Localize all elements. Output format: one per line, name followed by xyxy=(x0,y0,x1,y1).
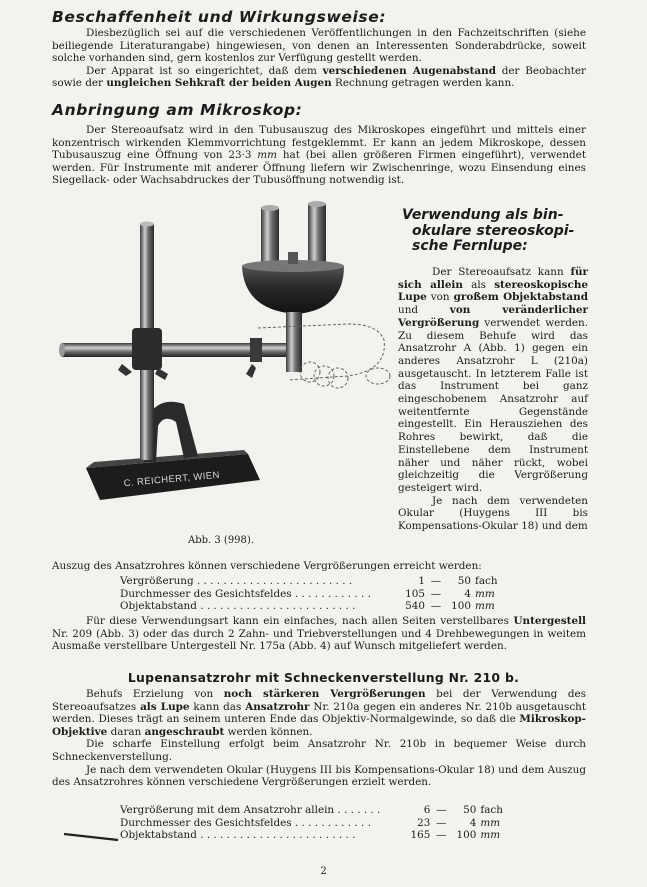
spec-row xyxy=(120,829,503,842)
spec-dash: — xyxy=(430,575,442,587)
horizontal-arm xyxy=(62,343,302,357)
section-heading-anbringung: Anbringung am Mikroskop: xyxy=(52,101,303,119)
clamp-screw xyxy=(118,364,132,376)
prism-housing xyxy=(242,266,344,314)
paragraph: Je nach dem verwendeten Okular (Huygens III bis Kompensations-Okular 18) und dem xyxy=(398,494,588,533)
heading-line: sche Fernlupe: xyxy=(412,238,528,254)
spec-to: 4 xyxy=(469,816,477,829)
spec-row xyxy=(120,575,498,588)
paragraph: Auszug des Ansatzrohres können verschiedene Vergrößerungen erreicht werden: xyxy=(52,560,482,572)
paragraph: Je nach dem verwendeten Okular (Huygens III bis Kompensations-Okular 18) und dem Auszug des Ansatzrohres können verschiedene Vergrößerungen erzielt werden. xyxy=(52,763,586,789)
figure-caption: Abb. 3 (998). xyxy=(188,535,254,546)
spec-row xyxy=(120,817,503,830)
spec-unit: mm xyxy=(480,829,501,842)
spec-from: 105 xyxy=(405,587,425,600)
section-heading-verwendung xyxy=(402,208,596,255)
spec-dash: — xyxy=(430,587,442,600)
section-lupenansatzrohr-text xyxy=(52,688,586,789)
stereo-magnifier-stand-figure xyxy=(48,200,396,530)
spec-label: Durchmesser des Gesichtsfeldes . . . . . . . . . . . . xyxy=(120,587,371,600)
verwendung-continuation xyxy=(52,560,586,573)
section-anbringung-text xyxy=(52,124,586,187)
page-number: 2 xyxy=(320,866,327,877)
eyepiece-right-top xyxy=(308,201,326,207)
spec-table-lupenansatzrohr xyxy=(120,804,503,842)
spec-from: 23 xyxy=(417,816,431,829)
section-beschaffenheit-text xyxy=(52,27,586,90)
eyepiece-left xyxy=(261,208,279,266)
arm-clamp-right xyxy=(250,338,262,362)
spec-label: Durchmesser des Gesichtsfeldes . . . . . . . . . . . . xyxy=(120,816,371,829)
paragraph: Behufs Erzielung von noch stärkeren Vergrößerungen bei der Verwendung des Stereoaufsatzes als Lupe kann das Ansatzrohr Nr. 210a gegen ein anderes Nr. 210b ausgetauscht werden. Dieses trägt an seinem unteren Ende das Objektiv-Normalgewinde, so daß die Mikroskop-Objektive daran angeschraubt werden können. xyxy=(52,688,587,738)
pillar-top xyxy=(140,222,154,227)
spec-to: 100 xyxy=(451,600,471,613)
base-label: C. REICHERT, WIEN xyxy=(123,469,221,490)
wing-screw xyxy=(246,364,256,378)
arm-clamp xyxy=(132,328,162,370)
spec-row xyxy=(120,600,498,613)
heading-line: Verwendung als bin- xyxy=(402,207,564,223)
eyepiece-left-top xyxy=(261,205,279,211)
spec-table-verwendung xyxy=(120,575,498,613)
spec-dash: — xyxy=(436,829,447,842)
section-verwendung-side-text xyxy=(398,266,588,533)
paragraph: Für diese Verwendungsart kann ein einfaches, nach allen Seiten verstellbares Untergestell Nr. 209 (Abb. 3) oder das durch 2 Zahn- und Triebverstellungen und 4 Drehbewegungen in weitem Ausmaße verstellbare Untergestell Nr. 175a (Abb. 4) auf Wunsch mitgeliefert werden. xyxy=(52,615,586,653)
heading-line: okulare stereoskopi- xyxy=(412,222,575,239)
knob xyxy=(288,252,298,264)
spec-unit: mm xyxy=(480,816,501,829)
spec-dash: — xyxy=(436,816,447,829)
tube-holder xyxy=(286,312,302,372)
spec-row xyxy=(120,588,498,601)
eyepiece-right xyxy=(308,204,326,266)
pen-mark xyxy=(62,830,122,844)
spec-unit: fach xyxy=(475,575,498,587)
section-heading-beschaffenheit: Beschaffenheit und Wirkungsweise: xyxy=(52,8,387,26)
spec-to: 4 xyxy=(464,587,471,600)
paragraph: Die scharfe Einstellung erfolgt beim Ansatzrohr Nr. 210b in bequemer Weise durch Schneckenverstellung. xyxy=(52,738,586,763)
spec-dash: — xyxy=(430,600,442,613)
section-heading-lupenansatzrohr: Lupenansatzrohr mit Schneckenverstellung Nr. 210 b. xyxy=(127,670,520,685)
spec-unit: fach xyxy=(480,804,503,816)
spec-label: Objektabstand . . . . . . . . . . . . . . . . . . . . . . . . xyxy=(120,600,356,613)
spec-from: 165 xyxy=(410,829,431,842)
spec-from: 6 xyxy=(423,804,431,816)
spec-dash: — xyxy=(436,804,447,816)
spec-from: 1 xyxy=(418,575,425,587)
spec-to: 50 xyxy=(457,575,471,587)
paragraph: Der Stereoaufsatz wird in den Tubusauszug des Mikroskopes eingeführt und mittels einer konzentrisch wirkenden Klemmvorrichtung festgeklemmt. Er kann an jedem Mikroskope, dessen Tubusauszug eine Öffnung von 23·3 mm hat (bei allen größeren Firmen eingeführt), verwendet werden. Für Instrumente mit anderer Öffnung liefern wir Zwischenringe, wozu Einsendung eines Siegellack- oder Wachsabdruckes der Tubusöffnung notwendig ist. xyxy=(52,124,586,187)
spec-from: 540 xyxy=(405,600,425,613)
spec-to: 100 xyxy=(456,829,477,842)
spec-to: 50 xyxy=(463,804,477,816)
paragraph: Der Apparat ist so eingerichtet, daß dem verschiedenen Augenabstand der Beobachter sowie der ungleichen Sehkraft der beiden Augen Rechnung getragen werden kann. xyxy=(52,64,586,90)
spec-label: Vergrößerung . . . . . . . . . . . . . . . . . . . . . . . . xyxy=(120,575,353,587)
spec-unit: mm xyxy=(475,600,495,613)
spec-label: Vergrößerung mit dem Ansatzrohr allein . . . . . . . xyxy=(120,804,381,816)
paragraph: Diesbezüglich sei auf die verschiedenen Veröffentlichungen in den Fachzeitschriften (siehe beiliegende Literaturangabe) hingewiesen, von denen an Interessenten Sonderabdrücke, soweit solche vorhanden sind, gern kostenlos zur Verfügung gestellt werden. xyxy=(52,27,586,65)
arm-end xyxy=(59,343,65,357)
spec-label: Objektabstand . . . . . . . . . . . . . . . . . . . . . . . . xyxy=(120,829,356,842)
spec-unit: mm xyxy=(475,587,495,600)
untergestell-text xyxy=(52,615,586,653)
spec-row xyxy=(120,804,503,817)
paragraph: Der Stereoaufsatz kann für sich allein als stereoskopische Lupe von großem Objektabstand und von veränderlicher Vergrößerung verwendet werden. Zu diesem Behufe wird das Ansatzrohr A (Abb. 1) gegen ein anderes Ansatzrohr L (210a) ausgetauscht. In letzterem Falle ist das Instrument bei ganz eingeschobenem Ansatzrohr auf weitentfernte Gegenstände eingestellt. Ein Herausziehen des Rohres bewirkt, daß die Einstellebene dem Instrument näher und näher rückt, wobei gleichzeitig die Vergrößerung gesteigert wird. xyxy=(398,266,589,494)
